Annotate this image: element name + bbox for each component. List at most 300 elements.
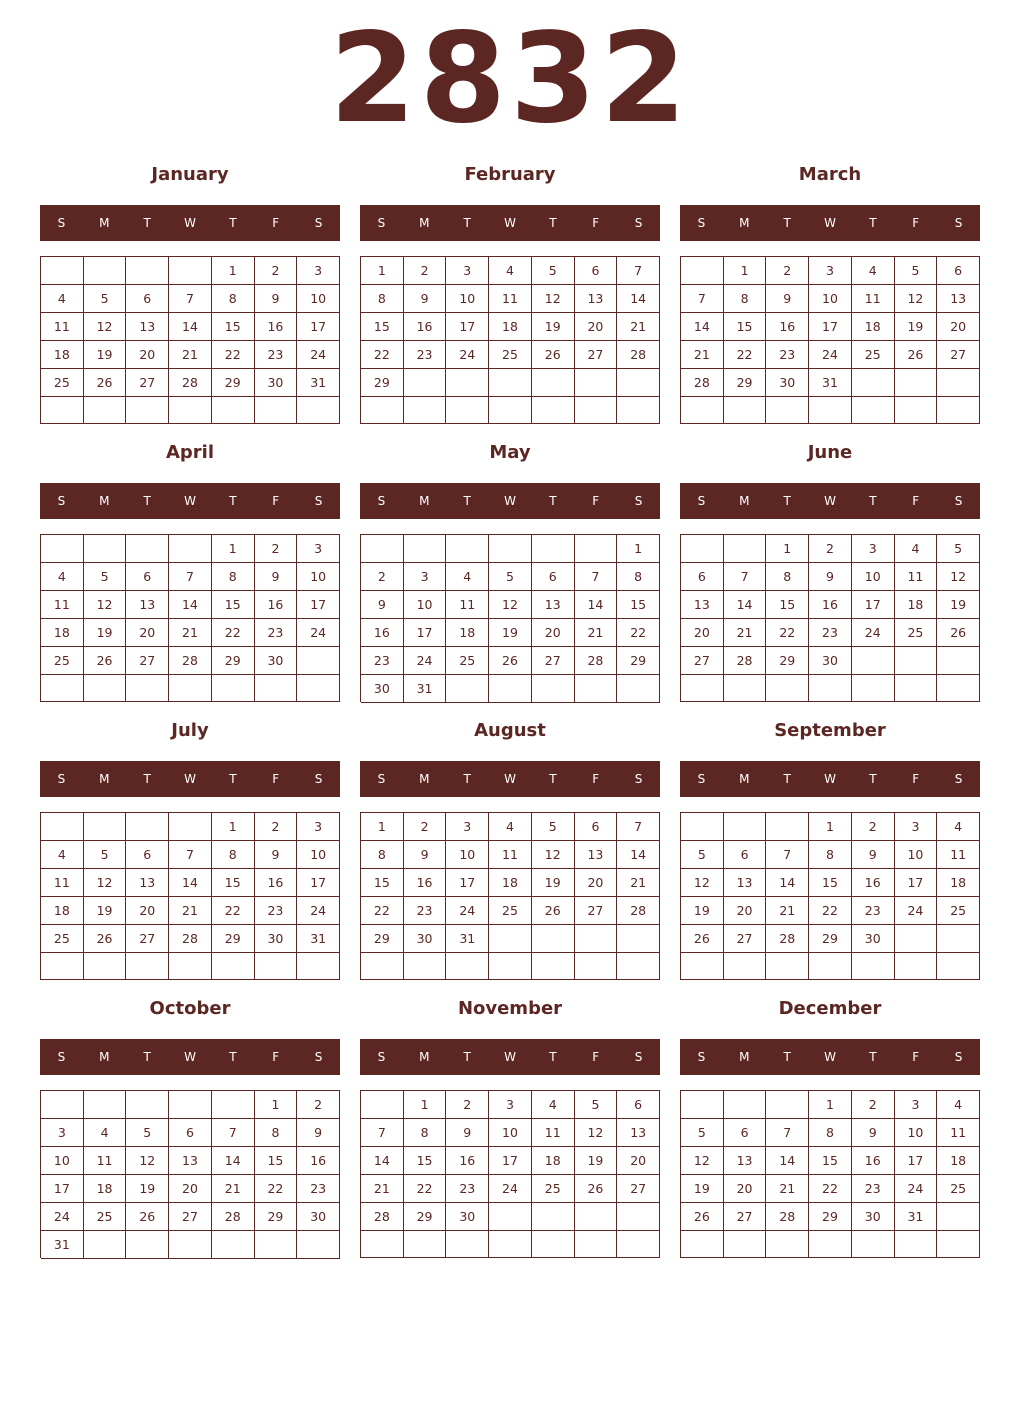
day-cell: 3 — [446, 257, 489, 285]
empty-day-cell — [126, 535, 169, 563]
day-grid — [680, 812, 980, 980]
day-cell: 6 — [532, 563, 575, 591]
weekday-label: S — [314, 494, 323, 508]
day-cell: 14 — [766, 869, 809, 897]
day-cell: 23 — [809, 619, 852, 647]
day-cell: 6 — [681, 563, 724, 591]
empty-day-cell — [41, 257, 84, 285]
empty-day-cell — [41, 813, 84, 841]
day-cell: 23 — [852, 897, 895, 925]
day-cell: 28 — [766, 925, 809, 953]
day-cell: 23 — [297, 1175, 340, 1203]
day-cell: 31 — [41, 1231, 84, 1259]
day-cell: 27 — [937, 341, 980, 369]
empty-day-cell — [532, 397, 575, 424]
day-cell: 22 — [809, 897, 852, 925]
weekday-label: S — [634, 494, 643, 508]
day-cell: 5 — [126, 1119, 169, 1147]
day-cell: 16 — [404, 869, 447, 897]
day-cell: 2 — [361, 563, 404, 591]
empty-day-cell — [169, 675, 212, 702]
empty-day-cell — [532, 535, 575, 563]
day-cell: 11 — [532, 1119, 575, 1147]
day-grid — [680, 534, 980, 702]
day-cell: 26 — [84, 925, 127, 953]
day-cell: 29 — [724, 369, 767, 397]
weekday-label: S — [697, 1050, 706, 1064]
day-cell: 4 — [937, 813, 980, 841]
weekday-label: S — [954, 1050, 963, 1064]
empty-day-cell — [575, 1231, 618, 1258]
day-cell: 16 — [297, 1147, 340, 1175]
day-cell: 6 — [724, 1119, 767, 1147]
empty-day-cell — [361, 953, 404, 980]
day-cell: 12 — [84, 591, 127, 619]
day-cell: 2 — [852, 813, 895, 841]
day-cell: 12 — [126, 1147, 169, 1175]
empty-day-cell — [446, 675, 489, 703]
day-cell: 7 — [212, 1119, 255, 1147]
weekday-label: T — [143, 216, 151, 230]
day-cell: 2 — [766, 257, 809, 285]
day-cell: 11 — [84, 1147, 127, 1175]
day-cell: 13 — [126, 313, 169, 341]
day-cell: 23 — [361, 647, 404, 675]
day-cell: 29 — [212, 369, 255, 397]
empty-day-cell — [169, 397, 212, 424]
day-cell: 2 — [255, 813, 298, 841]
weekday-label: T — [869, 494, 877, 508]
day-cell: 27 — [575, 341, 618, 369]
weekday-label: T — [549, 1050, 557, 1064]
day-cell: 17 — [446, 869, 489, 897]
weekday-label: F — [592, 494, 600, 508]
day-cell: 31 — [809, 369, 852, 397]
day-cell: 15 — [724, 313, 767, 341]
weekday-label: T — [783, 216, 791, 230]
day-cell: 30 — [361, 675, 404, 703]
day-grid — [360, 1090, 660, 1258]
day-cell: 25 — [937, 1175, 980, 1203]
day-cell: 10 — [404, 591, 447, 619]
empty-day-cell — [681, 675, 724, 702]
empty-day-cell — [681, 397, 724, 424]
day-cell: 30 — [852, 1203, 895, 1231]
weekday-label: T — [549, 494, 557, 508]
empty-day-cell — [404, 369, 447, 397]
month-title: March — [798, 164, 862, 185]
empty-day-cell — [809, 1231, 852, 1258]
day-cell: 19 — [681, 1175, 724, 1203]
empty-day-cell — [41, 675, 84, 702]
day-cell: 25 — [532, 1175, 575, 1203]
day-cell: 8 — [212, 563, 255, 591]
day-cell: 31 — [297, 369, 340, 397]
weekday-label: M — [99, 216, 110, 230]
day-cell: 18 — [852, 313, 895, 341]
weekday-label: T — [229, 1050, 237, 1064]
day-cell: 23 — [404, 897, 447, 925]
day-cell: 2 — [255, 535, 298, 563]
day-cell: 30 — [297, 1203, 340, 1231]
day-cell: 16 — [404, 313, 447, 341]
weekday-header — [40, 761, 340, 797]
empty-day-cell — [852, 953, 895, 980]
weekday-label: T — [143, 1050, 151, 1064]
day-cell: 31 — [446, 925, 489, 953]
weekday-label: W — [824, 494, 836, 508]
day-cell: 2 — [809, 535, 852, 563]
day-cell: 3 — [297, 257, 340, 285]
day-cell: 19 — [84, 341, 127, 369]
day-cell: 13 — [532, 591, 575, 619]
empty-day-cell — [169, 1231, 212, 1259]
day-cell: 13 — [617, 1119, 660, 1147]
day-cell: 13 — [724, 869, 767, 897]
day-grid — [360, 812, 660, 980]
day-cell: 27 — [724, 1203, 767, 1231]
empty-day-cell — [766, 1091, 809, 1119]
empty-day-cell — [297, 1231, 340, 1259]
weekday-label: T — [229, 494, 237, 508]
day-cell: 4 — [489, 257, 532, 285]
day-cell: 14 — [575, 591, 618, 619]
day-cell: 15 — [404, 1147, 447, 1175]
day-cell: 2 — [404, 257, 447, 285]
day-cell: 25 — [41, 647, 84, 675]
day-cell: 21 — [681, 341, 724, 369]
weekday-header — [40, 1039, 340, 1075]
empty-day-cell — [84, 1091, 127, 1119]
day-cell: 29 — [212, 925, 255, 953]
empty-day-cell — [126, 397, 169, 424]
weekday-label: S — [634, 216, 643, 230]
day-cell: 14 — [617, 841, 660, 869]
day-cell: 27 — [126, 925, 169, 953]
weekday-label: M — [739, 494, 750, 508]
day-cell: 7 — [766, 841, 809, 869]
day-cell: 3 — [809, 257, 852, 285]
empty-day-cell — [617, 369, 660, 397]
day-cell: 28 — [575, 647, 618, 675]
day-cell: 23 — [766, 341, 809, 369]
day-cell: 6 — [169, 1119, 212, 1147]
day-cell: 15 — [361, 869, 404, 897]
day-cell: 21 — [212, 1175, 255, 1203]
day-cell: 15 — [212, 869, 255, 897]
weekday-label: S — [377, 772, 386, 786]
day-cell: 13 — [575, 841, 618, 869]
day-cell: 14 — [212, 1147, 255, 1175]
day-cell: 9 — [255, 841, 298, 869]
day-cell: 28 — [681, 369, 724, 397]
day-cell: 28 — [724, 647, 767, 675]
weekday-label: W — [504, 772, 516, 786]
day-cell: 25 — [84, 1203, 127, 1231]
day-cell: 4 — [84, 1119, 127, 1147]
day-cell: 16 — [809, 591, 852, 619]
weekday-header — [40, 205, 340, 241]
empty-day-cell — [532, 369, 575, 397]
day-grid — [360, 534, 660, 702]
day-cell: 22 — [212, 897, 255, 925]
day-cell: 13 — [937, 285, 980, 313]
day-cell: 9 — [446, 1119, 489, 1147]
empty-day-cell — [489, 925, 532, 953]
day-cell: 4 — [532, 1091, 575, 1119]
day-cell: 7 — [169, 563, 212, 591]
day-cell: 19 — [532, 313, 575, 341]
day-cell: 23 — [255, 619, 298, 647]
day-cell: 8 — [255, 1119, 298, 1147]
day-cell: 21 — [169, 619, 212, 647]
day-cell: 8 — [766, 563, 809, 591]
month-title: February — [464, 164, 556, 185]
day-cell: 12 — [84, 869, 127, 897]
day-cell: 29 — [809, 925, 852, 953]
empty-day-cell — [361, 535, 404, 563]
day-cell: 21 — [169, 341, 212, 369]
month-title: November — [457, 998, 563, 1019]
day-cell: 11 — [41, 313, 84, 341]
day-cell: 3 — [895, 1091, 938, 1119]
day-cell: 9 — [297, 1119, 340, 1147]
day-cell: 3 — [404, 563, 447, 591]
day-cell: 3 — [297, 813, 340, 841]
day-cell: 9 — [852, 1119, 895, 1147]
weekday-label: W — [504, 216, 516, 230]
empty-day-cell — [617, 675, 660, 703]
day-cell: 24 — [895, 897, 938, 925]
day-cell: 11 — [895, 563, 938, 591]
day-cell: 30 — [852, 925, 895, 953]
day-cell: 16 — [255, 869, 298, 897]
day-cell: 19 — [895, 313, 938, 341]
day-cell: 11 — [41, 591, 84, 619]
day-cell: 22 — [809, 1175, 852, 1203]
day-cell: 25 — [895, 619, 938, 647]
day-cell: 14 — [724, 591, 767, 619]
empty-day-cell — [724, 1231, 767, 1258]
empty-day-cell — [724, 535, 767, 563]
day-cell: 12 — [575, 1119, 618, 1147]
day-cell: 31 — [297, 925, 340, 953]
empty-day-cell — [489, 953, 532, 980]
day-cell: 21 — [617, 869, 660, 897]
day-cell: 11 — [489, 841, 532, 869]
weekday-header — [680, 1039, 980, 1075]
day-cell: 31 — [404, 675, 447, 703]
day-cell: 30 — [446, 1203, 489, 1231]
day-cell: 1 — [212, 535, 255, 563]
empty-day-cell — [575, 369, 618, 397]
weekday-label: M — [419, 494, 430, 508]
empty-day-cell — [84, 257, 127, 285]
day-cell: 10 — [852, 563, 895, 591]
day-cell: 15 — [809, 869, 852, 897]
day-cell: 29 — [404, 1203, 447, 1231]
day-cell: 11 — [937, 1119, 980, 1147]
day-cell: 5 — [84, 285, 127, 313]
day-cell: 20 — [169, 1175, 212, 1203]
weekday-label: S — [57, 216, 66, 230]
empty-day-cell — [575, 535, 618, 563]
day-cell: 17 — [489, 1147, 532, 1175]
day-cell: 23 — [852, 1175, 895, 1203]
empty-day-cell — [895, 925, 938, 953]
day-cell: 7 — [766, 1119, 809, 1147]
day-cell: 2 — [404, 813, 447, 841]
day-cell: 15 — [617, 591, 660, 619]
empty-day-cell — [895, 397, 938, 424]
day-cell: 23 — [404, 341, 447, 369]
day-cell: 25 — [489, 341, 532, 369]
empty-day-cell — [617, 953, 660, 980]
day-cell: 1 — [809, 813, 852, 841]
weekday-label: T — [463, 772, 471, 786]
empty-day-cell — [681, 813, 724, 841]
empty-day-cell — [575, 925, 618, 953]
empty-day-cell — [297, 675, 340, 702]
empty-day-cell — [169, 813, 212, 841]
day-cell: 10 — [41, 1147, 84, 1175]
day-cell: 29 — [766, 647, 809, 675]
day-cell: 17 — [404, 619, 447, 647]
weekday-label: T — [229, 772, 237, 786]
day-cell: 18 — [532, 1147, 575, 1175]
day-cell: 8 — [361, 841, 404, 869]
empty-day-cell — [617, 1203, 660, 1231]
weekday-header — [40, 483, 340, 519]
day-cell: 22 — [212, 619, 255, 647]
day-cell: 6 — [126, 563, 169, 591]
empty-day-cell — [41, 1091, 84, 1119]
weekday-header — [360, 205, 660, 241]
day-cell: 4 — [41, 285, 84, 313]
day-cell: 5 — [532, 813, 575, 841]
weekday-header — [360, 483, 660, 519]
empty-day-cell — [681, 535, 724, 563]
empty-day-cell — [617, 1231, 660, 1258]
day-cell: 28 — [169, 647, 212, 675]
empty-day-cell — [895, 647, 938, 675]
day-cell: 27 — [126, 369, 169, 397]
day-cell: 15 — [255, 1147, 298, 1175]
weekday-label: T — [783, 494, 791, 508]
day-grid — [40, 812, 340, 980]
empty-day-cell — [212, 397, 255, 424]
weekday-label: M — [99, 494, 110, 508]
day-cell: 28 — [169, 925, 212, 953]
day-cell: 18 — [41, 619, 84, 647]
day-cell: 8 — [809, 841, 852, 869]
day-cell: 23 — [446, 1175, 489, 1203]
month-title: June — [807, 442, 853, 463]
empty-day-cell — [895, 953, 938, 980]
day-cell: 5 — [84, 563, 127, 591]
weekday-label: T — [143, 494, 151, 508]
month-title: July — [171, 720, 209, 741]
weekday-label: T — [869, 216, 877, 230]
empty-day-cell — [255, 1231, 298, 1259]
day-cell: 8 — [404, 1119, 447, 1147]
day-cell: 7 — [617, 257, 660, 285]
day-cell: 4 — [41, 563, 84, 591]
day-cell: 12 — [532, 841, 575, 869]
day-cell: 27 — [126, 647, 169, 675]
day-cell: 24 — [297, 341, 340, 369]
empty-day-cell — [724, 953, 767, 980]
day-cell: 27 — [575, 897, 618, 925]
empty-day-cell — [169, 257, 212, 285]
weekday-label: M — [99, 772, 110, 786]
empty-day-cell — [255, 953, 298, 980]
day-cell: 30 — [809, 647, 852, 675]
empty-day-cell — [84, 953, 127, 980]
day-cell: 19 — [84, 897, 127, 925]
empty-day-cell — [255, 397, 298, 424]
empty-day-cell — [532, 675, 575, 703]
day-cell: 21 — [766, 897, 809, 925]
day-cell: 18 — [489, 313, 532, 341]
day-cell: 26 — [575, 1175, 618, 1203]
day-cell: 14 — [361, 1147, 404, 1175]
day-cell: 4 — [852, 257, 895, 285]
day-grid — [680, 1090, 980, 1258]
empty-day-cell — [169, 953, 212, 980]
day-cell: 17 — [297, 313, 340, 341]
day-cell: 7 — [681, 285, 724, 313]
day-cell: 14 — [169, 313, 212, 341]
day-cell: 18 — [489, 869, 532, 897]
weekday-label: T — [549, 772, 557, 786]
day-cell: 14 — [617, 285, 660, 313]
day-cell: 12 — [681, 869, 724, 897]
day-cell: 26 — [84, 369, 127, 397]
weekday-label: S — [314, 772, 323, 786]
weekday-header — [680, 205, 980, 241]
day-cell: 11 — [41, 869, 84, 897]
empty-day-cell — [766, 1231, 809, 1258]
empty-day-cell — [126, 953, 169, 980]
day-cell: 22 — [724, 341, 767, 369]
day-cell: 26 — [84, 647, 127, 675]
day-cell: 26 — [937, 619, 980, 647]
day-cell: 13 — [126, 869, 169, 897]
empty-day-cell — [446, 1231, 489, 1258]
weekday-label: W — [184, 494, 196, 508]
empty-day-cell — [937, 925, 980, 953]
day-cell: 24 — [41, 1203, 84, 1231]
weekday-label: F — [912, 494, 920, 508]
day-cell: 17 — [297, 869, 340, 897]
day-cell: 13 — [681, 591, 724, 619]
day-cell: 26 — [681, 1203, 724, 1231]
day-cell: 12 — [937, 563, 980, 591]
day-cell: 16 — [255, 591, 298, 619]
day-cell: 16 — [361, 619, 404, 647]
weekday-label: S — [377, 494, 386, 508]
day-cell: 9 — [361, 591, 404, 619]
day-cell: 8 — [724, 285, 767, 313]
weekday-label: T — [783, 1050, 791, 1064]
weekday-label: F — [912, 772, 920, 786]
day-cell: 20 — [126, 341, 169, 369]
weekday-label: F — [912, 1050, 920, 1064]
weekday-label: W — [824, 1050, 836, 1064]
day-cell: 24 — [446, 897, 489, 925]
day-cell: 1 — [255, 1091, 298, 1119]
